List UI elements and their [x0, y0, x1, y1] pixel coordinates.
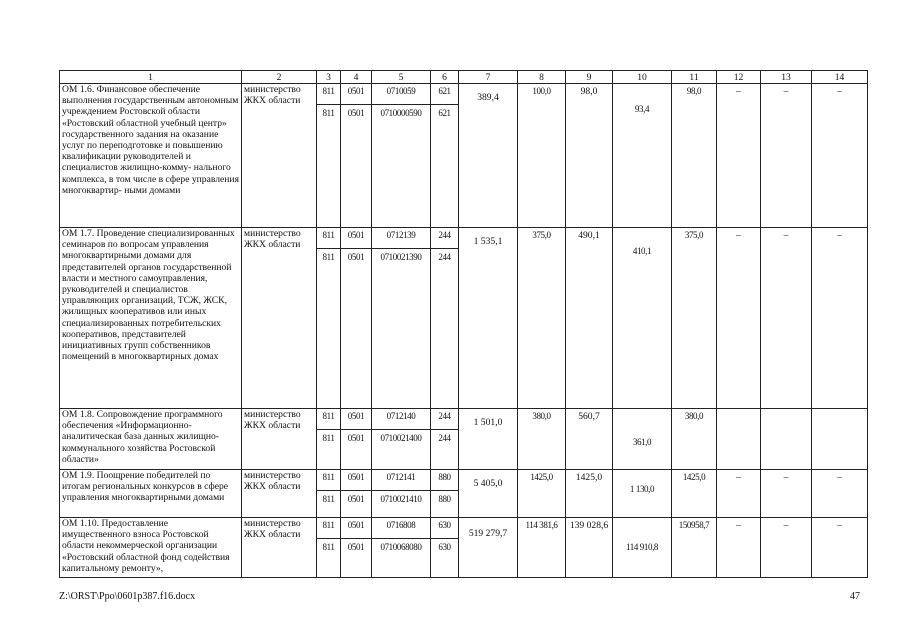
total-amount: 1 501,0	[459, 409, 518, 470]
header-cell: 12	[717, 71, 761, 84]
code-cell-rzpr	[341, 409, 372, 470]
year-2019-amount: –	[761, 470, 812, 518]
header-cell: 2	[242, 71, 317, 84]
code-value-grbs: 811	[317, 429, 341, 451]
code-value-csr: 0716808	[386, 520, 416, 530]
year-2019-amount	[761, 409, 812, 470]
code-value-vr: 880	[438, 472, 451, 482]
header-cell: 3	[317, 71, 341, 84]
year-2015-amount: 1425,0	[566, 470, 613, 518]
code-cell-csr	[372, 409, 431, 470]
total-amount: 5 405,0	[459, 470, 518, 518]
year-2016-amount: 410,1	[613, 228, 672, 409]
year-2018-amount: –	[717, 470, 761, 518]
header-cell: 7	[459, 71, 518, 84]
code-value-grbs: 811	[317, 104, 341, 126]
code-cell-grbs	[317, 409, 341, 470]
year-2018-amount: –	[717, 84, 761, 228]
code-value-vr: 630	[431, 538, 459, 560]
measure-description: ОМ 1.8. Сопровождение программного обеспечения «Информационно-аналитическая база данных жилищно-коммунального хозяйства Ростовской области»	[60, 409, 242, 470]
code-value-csr: 0710068080	[372, 538, 431, 560]
table-row	[60, 409, 868, 470]
code-cell-vr	[431, 409, 459, 470]
code-cell-grbs	[317, 518, 341, 578]
header-cell: 1	[60, 71, 242, 84]
code-value-vr: 244	[438, 230, 451, 240]
year-2014-amount: 375,0	[518, 228, 566, 409]
year-2016-amount: 114 910,8	[613, 518, 672, 578]
code-value-grbs: 811	[322, 520, 335, 530]
code-cell-vr	[431, 228, 459, 409]
code-cell-csr	[372, 228, 431, 409]
code-cell-vr	[431, 84, 459, 228]
code-value-grbs: 811	[322, 230, 335, 240]
executor-cell: министерство ЖКХ области	[242, 409, 317, 470]
code-value-csr: 0710059	[386, 86, 416, 96]
code-value-rzpr: 0501	[347, 230, 365, 240]
code-value-csr: 0712140	[386, 411, 416, 421]
code-cell-rzpr	[341, 84, 372, 228]
year-2018-amount: –	[717, 228, 761, 409]
code-value-vr: 621	[438, 86, 451, 96]
year-2020-amount: –	[812, 470, 868, 518]
total-amount: 519 279,7	[459, 518, 518, 578]
year-2014-amount: 380,0	[518, 409, 566, 470]
code-value-rzpr: 0501	[341, 490, 372, 512]
year-2019-amount: –	[761, 518, 812, 578]
code-cell-grbs	[317, 228, 341, 409]
code-value-csr: 0712139	[386, 230, 416, 240]
total-amount: 1 535,1	[459, 228, 518, 409]
year-2020-amount: –	[812, 518, 868, 578]
year-2016-amount: 1 130,0	[613, 470, 672, 518]
code-value-rzpr: 0501	[341, 429, 372, 451]
code-cell-vr	[431, 518, 459, 578]
code-cell-csr	[372, 518, 431, 578]
header-cell: 13	[761, 71, 812, 84]
code-value-csr: 0710021390	[372, 248, 431, 270]
code-value-vr: 630	[438, 520, 451, 530]
measure-description: ОМ 1.6. Финансовое обеспечение выполнения государственным автономным учреждением Ростовской области «Ростовский областной учебный центр» государственного задания на оказание услуг по переподготовке и повышению квалификации руководителей и специалистов жилищно-комму- нального комплекса, в том числе в сфере управления многоквартир- ными домами	[60, 84, 242, 228]
code-value-vr: 244	[431, 248, 459, 270]
measure-description: ОМ 1.7. Проведение специализированных семинаров по вопросам управления многоквартирными домами для представителей органов государственной власти и местного самоуправления, руководителей и специалистов управляющих организаций, ТСЖ, ЖСК, жилищных кооперативов или иных специализированных потребительских кооперативов, представителей инициативных групп собственников помещений в многоквартирных домах	[60, 228, 242, 409]
code-value-rzpr: 0501	[347, 86, 365, 96]
code-cell-grbs	[317, 84, 341, 228]
code-value-rzpr: 0501	[347, 520, 365, 530]
header-cell: 5	[372, 71, 431, 84]
table-row	[60, 84, 868, 228]
code-value-vr: 880	[431, 490, 459, 512]
code-value-rzpr: 0501	[341, 248, 372, 270]
measure-description: ОМ 1.9. Поощрение победителей по итогам региональных конкурсов в сфере управления многоквартирными домами	[60, 470, 242, 518]
header-cell: 9	[566, 71, 613, 84]
code-value-grbs: 811	[317, 490, 341, 512]
executor-cell: министерство ЖКХ области	[242, 228, 317, 409]
table-row	[60, 470, 868, 518]
column-number-row	[60, 71, 868, 84]
file-path: Z:\ORST\Ppo\0601p387.f16.docx	[59, 591, 196, 602]
code-value-vr: 244	[431, 429, 459, 451]
table-row	[60, 228, 868, 409]
year-2017-amount: 1425,0	[672, 470, 717, 518]
code-value-vr: 621	[431, 104, 459, 126]
year-2015-amount: 139 028,6	[566, 518, 613, 578]
header-cell: 11	[672, 71, 717, 84]
year-2016-amount: 361,0	[613, 409, 672, 470]
year-2014-amount: 100,0	[518, 84, 566, 228]
code-value-rzpr: 0501	[341, 538, 372, 560]
year-2016-amount: 93,4	[613, 84, 672, 228]
code-value-rzpr: 0501	[341, 104, 372, 126]
code-value-grbs: 811	[322, 86, 335, 96]
code-value-rzpr: 0501	[347, 472, 365, 482]
header-cell: 10	[613, 71, 672, 84]
executor-cell: министерство ЖКХ области	[242, 84, 317, 228]
code-cell-grbs	[317, 470, 341, 518]
code-cell-csr	[372, 470, 431, 518]
code-value-grbs: 811	[322, 411, 335, 421]
table-row	[60, 518, 868, 578]
year-2018-amount: –	[717, 518, 761, 578]
year-2020-amount: –	[812, 228, 868, 409]
code-value-grbs: 811	[317, 248, 341, 270]
year-2015-amount: 560,7	[566, 409, 613, 470]
code-cell-rzpr	[341, 228, 372, 409]
year-2017-amount: 150958,7	[672, 518, 717, 578]
measure-description: ОМ 1.10. Предоставление имущественного взноса Ростовской области некоммерческой организации «Ростовский областной фонд содействия капитальному ремонту»,	[60, 518, 242, 578]
year-2019-amount: –	[761, 84, 812, 228]
code-cell-rzpr	[341, 518, 372, 578]
page-number: 47	[850, 591, 860, 602]
year-2020-amount: –	[812, 84, 868, 228]
year-2017-amount: 98,0	[672, 84, 717, 228]
header-cell: 8	[518, 71, 566, 84]
year-2015-amount: 490,1	[566, 228, 613, 409]
code-value-csr: 0710000590	[372, 104, 431, 126]
code-value-vr: 244	[438, 411, 451, 421]
year-2019-amount: –	[761, 228, 812, 409]
year-2020-amount	[812, 409, 868, 470]
year-2018-amount	[717, 409, 761, 470]
year-2014-amount: 114 381,6	[518, 518, 566, 578]
code-value-grbs: 811	[317, 538, 341, 560]
executor-cell: министерство ЖКХ области	[242, 470, 317, 518]
code-cell-vr	[431, 470, 459, 518]
year-2014-amount: 1425,0	[518, 470, 566, 518]
total-amount: 389,4	[459, 84, 518, 228]
executor-cell: министерство ЖКХ области	[242, 518, 317, 578]
code-value-csr: 0710021410	[372, 490, 431, 512]
code-cell-csr	[372, 84, 431, 228]
code-cell-rzpr	[341, 470, 372, 518]
header-cell: 6	[431, 71, 459, 84]
code-value-csr: 0710021400	[372, 429, 431, 451]
code-value-rzpr: 0501	[347, 411, 365, 421]
year-2015-amount: 98,0	[566, 84, 613, 228]
code-value-csr: 0712141	[386, 472, 416, 482]
code-value-grbs: 811	[322, 472, 335, 482]
budget-table	[59, 70, 868, 578]
year-2017-amount: 380,0	[672, 409, 717, 470]
header-cell: 4	[341, 71, 372, 84]
year-2017-amount: 375,0	[672, 228, 717, 409]
header-cell: 14	[812, 71, 868, 84]
